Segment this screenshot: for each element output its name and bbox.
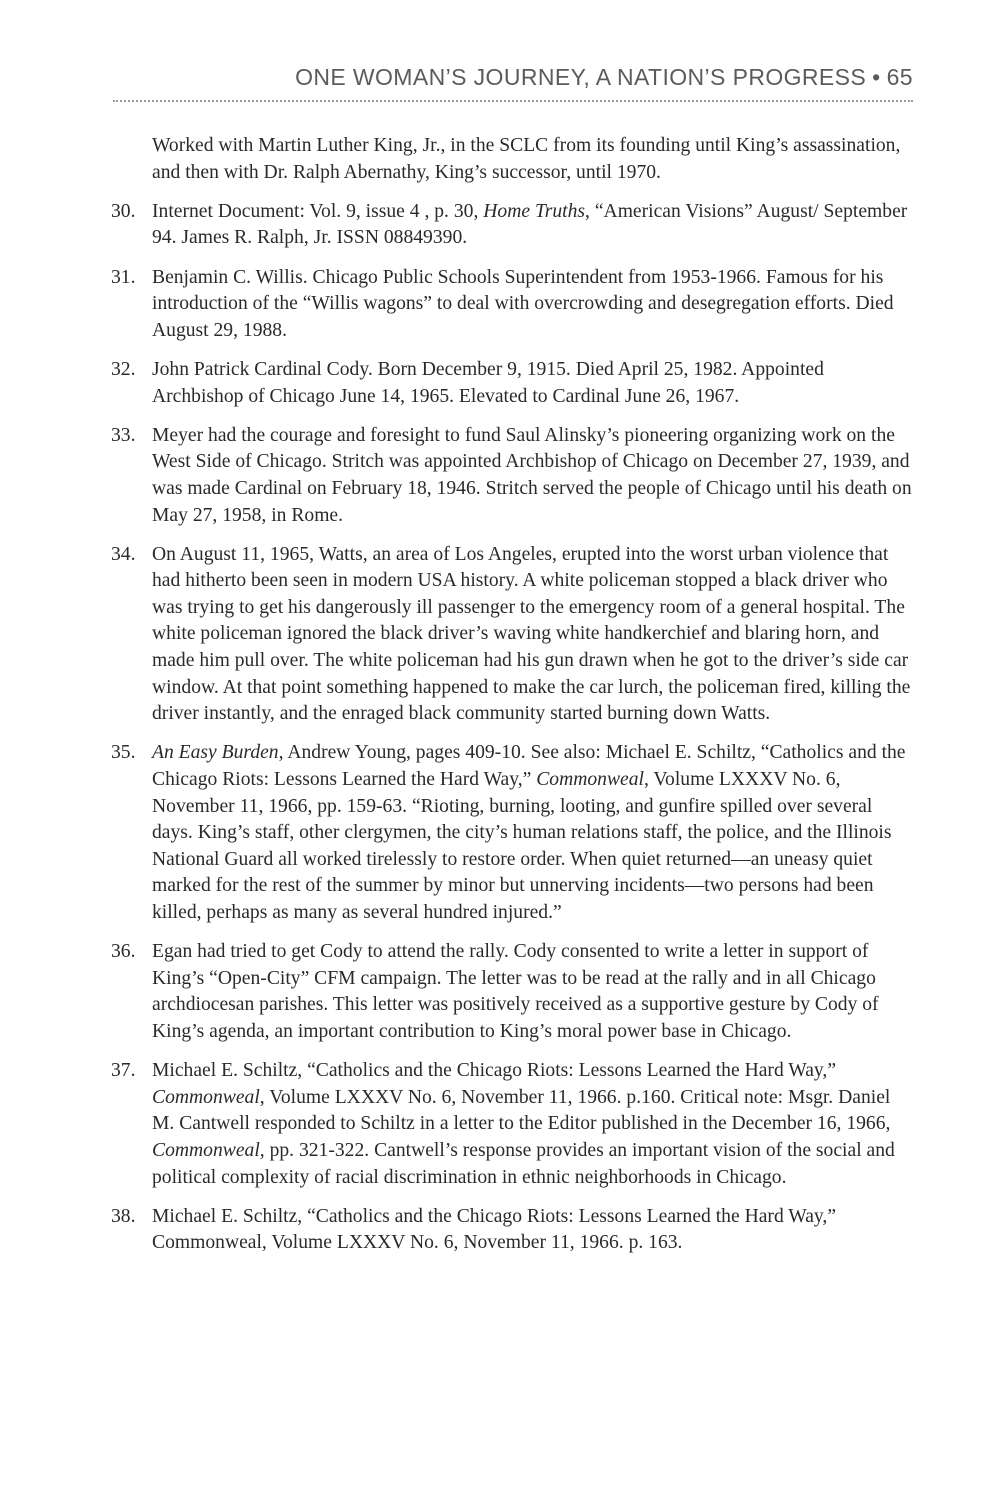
endnote-number: 34. bbox=[111, 543, 136, 565]
endnotes-list bbox=[111, 133, 915, 1270]
endnote bbox=[111, 423, 915, 529]
text-run: , Volume LXXXV No. 6, November 11, 1966. p.160. Critical note: Msgr. Daniel M. Cantwell responded to Schiltz in a letter to the Editor published in the December 16, 1966, bbox=[152, 1086, 891, 1135]
endnote-text bbox=[152, 1058, 915, 1191]
italic-title: Commonweal, bbox=[152, 1139, 265, 1161]
text-run: On August 11, 1965, Watts, an area of Los Angeles, erupted into the worst urban violence that had hitherto been seen in modern USA history. A white policeman stopped a black driver who was trying to get his dangerously ill passenger to the emergency room of a general hospital. The white policeman ignored the black driver’s waving white handkerchief and blaring horn, and made him pull over. The white policeman had his gun drawn when he got to the driver’s side car window. At that point something happened to make the car lurch, the policeman fired, killing the driver instantly, and the enraged black community started burning down Watts. bbox=[152, 543, 911, 725]
endnote bbox=[111, 740, 915, 926]
endnote-number: 33. bbox=[111, 424, 136, 446]
endnote-number bbox=[111, 133, 152, 186]
endnote-text bbox=[152, 542, 915, 728]
page-number: 65 bbox=[886, 64, 913, 90]
endnote bbox=[111, 1204, 915, 1257]
endnote-text bbox=[152, 1204, 915, 1257]
endnote-number: 31. bbox=[111, 266, 136, 288]
endnote-number: 32. bbox=[111, 358, 136, 380]
text-run: Michael E. Schiltz, “Catholics and the Chicago Riots: Lessons Learned the Hard Way,” bbox=[152, 1060, 837, 1082]
text-run: , Volume LXXXV No. 6, November 11, 1966, pp. 159-63. “Rioting, burning, looting, and gunfire spilled over several days. King’s staff, other clergymen, the city’s human relations staff, the police, and the Illinois National Guard all worked tirelessly to restore order. When quiet returned—an uneasy quiet marked for the rest of the summer by minor but unnerving incidents—two persons had been killed, perhaps as many as several hundred injured.” bbox=[152, 769, 892, 923]
text-run: Meyer had the courage and foresight to fund Saul Alinsky’s pioneering organizing work on the West Side of Chicago. Stritch was appointed Archbishop of Chicago on December 27, 1939, and was made Cardinal on February 18, 1946. Stritch served the people of Chicago until his death on May 27, 1958, in Rome. bbox=[152, 424, 912, 526]
italic-title: An Easy Burden bbox=[152, 742, 279, 764]
italic-title: Home Truths bbox=[483, 200, 586, 222]
text-run: pp. 321-322. Cantwell’s response provides an important vision of the social and political complexity of racial discrimination in ethnic neighborhoods in Chicago. bbox=[152, 1139, 895, 1188]
endnote-text bbox=[152, 199, 915, 252]
italic-title: Commonweal bbox=[536, 769, 644, 791]
endnote bbox=[111, 542, 915, 728]
endnote bbox=[111, 1058, 915, 1191]
header-separator: • bbox=[872, 64, 881, 90]
text-run: Internet Document: Vol. 9, issue 4 , p. 30, bbox=[152, 200, 484, 222]
running-header-title: ONE WOMAN’S JOURNEY, A NATION’S PROGRESS bbox=[295, 64, 867, 90]
endnote-text bbox=[152, 939, 915, 1045]
header-dotted-rule bbox=[113, 100, 913, 102]
endnote bbox=[111, 265, 915, 345]
endnote-text bbox=[152, 740, 915, 926]
endnote-text bbox=[152, 423, 915, 529]
endnote bbox=[111, 357, 915, 410]
endnote bbox=[111, 133, 915, 186]
running-header bbox=[113, 62, 913, 92]
text-run: Benjamin C. Willis. Chicago Public Schools Superintendent from 1953-1966. Famous for his introduction of the “Willis wagons” to deal with overcrowding and desegregation efforts. Died August 29, 1988. bbox=[152, 266, 894, 341]
text-run: Worked with Martin Luther King, Jr., in the SCLC from its founding until King’s assassination, and then with Dr. Ralph Abernathy, King’s successor, until 1970. bbox=[152, 135, 901, 183]
text-run: , Andrew Young, pages 409-10. See also: Michael E. Schiltz, “Catholics and the Chicago Riots: Lessons Learned the Hard Way,” bbox=[152, 742, 906, 791]
endnote-text bbox=[152, 133, 915, 186]
text-run: John Patrick Cardinal Cody. Born December 9, 1915. Died April 25, 1982. Appointed Archbishop of Chicago June 14, 1965. Elevated to Cardinal June 26, 1967. bbox=[152, 358, 824, 407]
endnote-number: 35. bbox=[111, 742, 136, 764]
endnote-text bbox=[152, 357, 915, 410]
endnote-number: 38. bbox=[111, 1205, 136, 1227]
endnote-number: 30. bbox=[111, 200, 136, 222]
text-run: Michael E. Schiltz, “Catholics and the Chicago Riots: Lessons Learned the Hard Way,” Commonweal, Volume LXXXV No. 6, November 11, 1966. p. 163. bbox=[152, 1205, 837, 1254]
endnote bbox=[111, 199, 915, 252]
endnote-number: 37. bbox=[111, 1060, 136, 1082]
text-run: , “American Visions” August/ September 94. James R. Ralph, Jr. ISSN 08849390. bbox=[152, 200, 908, 249]
endnote-number: 36. bbox=[111, 941, 136, 963]
endnote bbox=[111, 939, 915, 1045]
text-run: Egan had tried to get Cody to attend the rally. Cody consented to write a letter in support of King’s “Open-City” CFM campaign. The letter was to be read at the rally and in all Chicago archdiocesan parishes. This letter was positively received as a supportive gesture by Cody of King’s agenda, an important contribution to King’s moral power base in Chicago. bbox=[152, 941, 879, 1042]
endnote-text bbox=[152, 265, 915, 345]
italic-title: Commonweal bbox=[152, 1086, 260, 1108]
